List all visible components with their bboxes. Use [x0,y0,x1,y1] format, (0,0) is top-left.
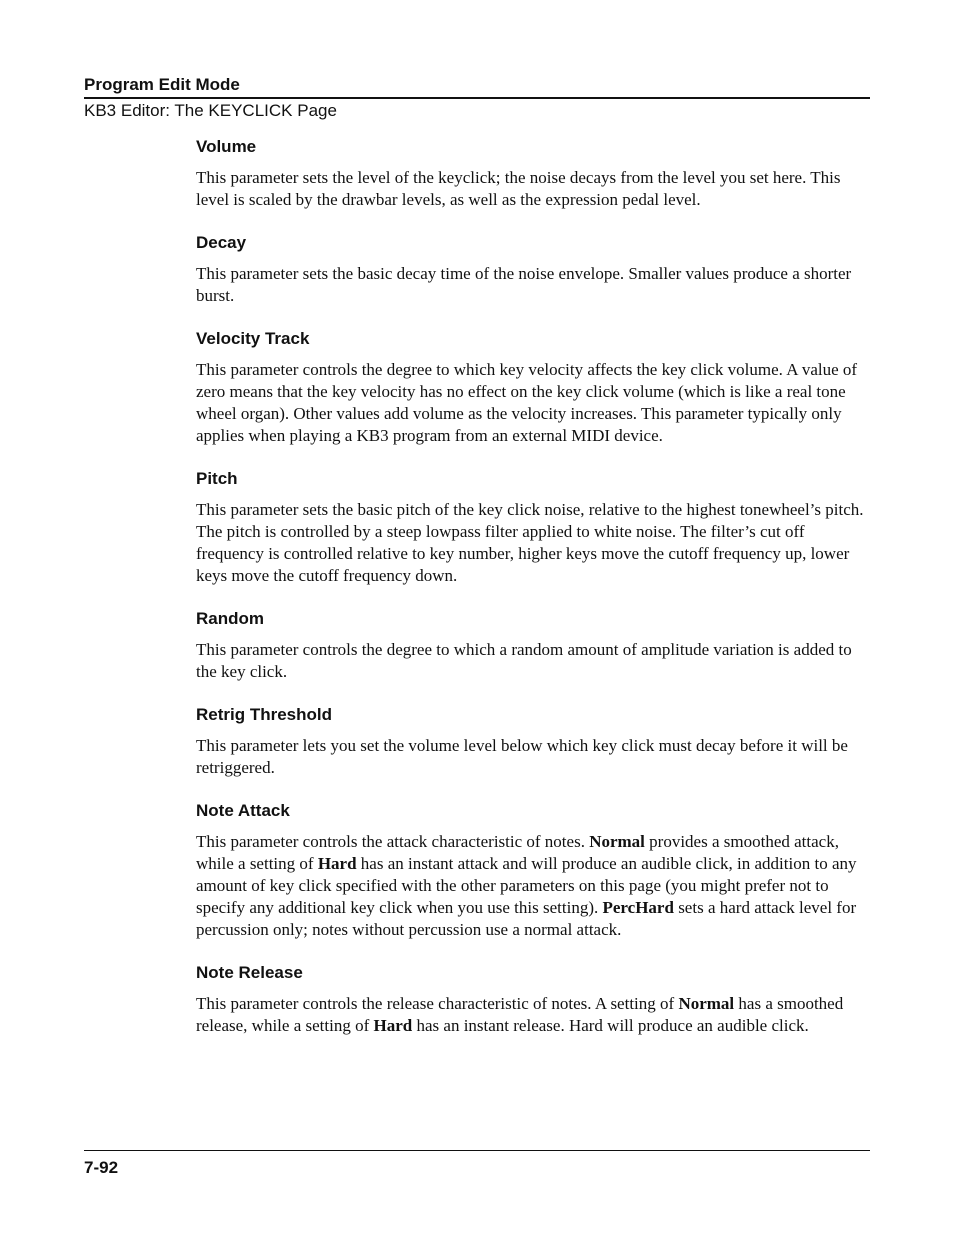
parameter-list [196,136,870,1058]
param-heading: Note Attack [196,801,290,820]
text-run: provides a smoothed attack, while a setting of [196,832,839,873]
setting-value: Hard [317,854,357,873]
setting-value: Normal [589,832,645,851]
param-note-attack [196,800,870,941]
param-random [196,608,870,683]
text-run: This parameter controls the release characteristic of notes. A setting of [196,994,679,1013]
param-heading: Volume [196,137,257,156]
text-run: has an instant attack and will produce an audible click, in addition to any amount of key click specified with the other parameters on this page (you might prefer not to specify any additional key click when you use this setting). [196,854,857,917]
param-description [196,263,870,307]
param-heading: Random [196,609,264,628]
text-run: This parameter sets the basic decay time of the noise envelope. Smaller values produce a shorter burst. [196,264,852,305]
param-velocity-track [196,328,870,447]
setting-value: PercHard [602,898,674,917]
param-heading: Note Release [196,963,303,982]
param-description [196,993,870,1037]
param-description [196,167,870,211]
param-description [196,831,870,941]
param-retrig-threshold [196,704,870,779]
param-heading: Velocity Track [196,329,310,348]
param-pitch [196,468,870,587]
param-description [196,639,870,683]
footer-divider [84,1150,870,1151]
text-run: This parameter lets you set the volume level below which key click must decay before it will be retriggered. [196,736,848,777]
param-heading: Decay [196,233,247,252]
text-run: sets a hard attack level for percussion only; notes without percussion use a normal attack. [196,898,857,939]
chapter-title: Program Edit Mode [84,74,870,99]
param-description [196,359,870,447]
param-decay [196,232,870,307]
page-header [84,74,870,123]
text-run: This parameter controls the attack characteristic of notes. [196,832,590,851]
param-heading: Retrig Threshold [196,705,333,724]
param-volume [196,136,870,211]
text-run: This parameter sets the level of the keyclick; the noise decays from the level you set here. This level is scaled by the drawbar levels, as well as the expression pedal level. [196,168,841,209]
text-run: has a smoothed release, while a setting of [196,994,844,1035]
text-run: This parameter controls the degree to which a random amount of amplitude variation is added to the key click. [196,640,852,681]
param-description [196,735,870,779]
text-run: This parameter controls the degree to which key velocity affects the key click volume. A value of zero means that the key velocity has no effect on the key click volume (which is like a real tone wheel organ). Other values add volume as the velocity increases. This parameter typically only applies when playing a KB3 program from an external MIDI device. [196,360,858,445]
setting-value: Hard [373,1016,413,1035]
section-title: KB3 Editor: The KEYCLICK Page [84,101,337,120]
setting-value: Normal [678,994,735,1013]
param-description [196,499,870,587]
param-note-release [196,962,870,1037]
text-run: This parameter sets the basic pitch of the key click noise, relative to the highest tonewheel’s pitch. The pitch is controlled by a steep lowpass filter applied to white noise. The filter’s cut off frequency is controlled relative to key number, higher keys move the cutoff frequency up, lower keys move the cutoff frequency down. [196,500,864,585]
page-number: 7-92 [84,1158,119,1177]
param-heading: Pitch [196,469,238,488]
text-run: has an instant release. Hard will produce an audible click. [412,1016,809,1035]
